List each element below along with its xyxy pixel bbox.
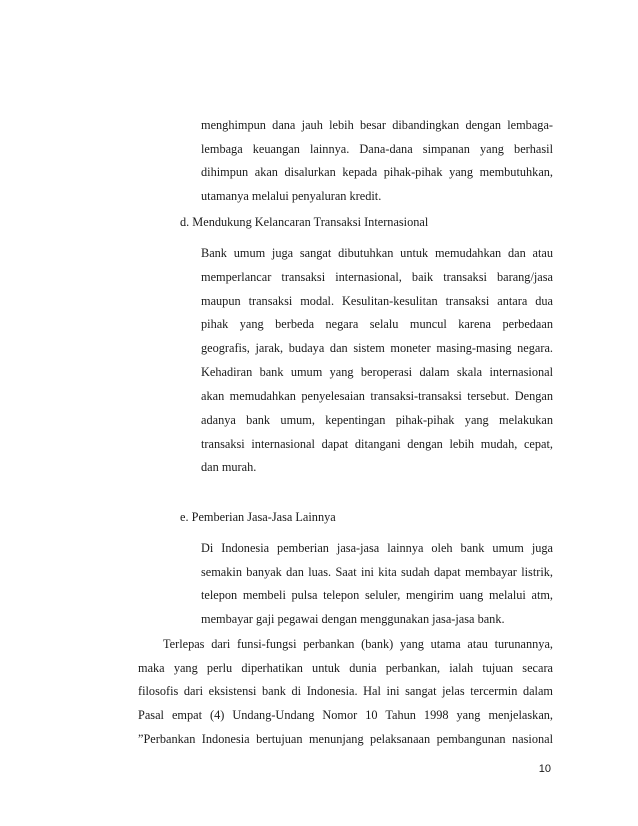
- text-line: transaksi internasional dapat ditangani dengan lebih mudah, cepat,: [201, 437, 553, 451]
- text-line: lembaga keuangan lainnya. Dana-dana simpanan yang berhasil: [201, 142, 553, 156]
- text-line: memperlancar transaksi internasional, baik transaksi barang/jasa: [201, 270, 553, 284]
- section-heading-d: d. Mendukung Kelancaran Transaksi Internasional: [180, 215, 429, 229]
- text-line: menghimpun dana jauh lebih besar dibandingkan dengan lembaga-: [201, 118, 553, 132]
- paragraph-line: maka yang perlu diperhatikan untuk dunia perbankan, ialah tujuan secara: [138, 661, 553, 675]
- text-line: membayar gaji pegawai dengan menggunakan jasa-jasa bank.: [201, 612, 505, 626]
- text-line: akan memudahkan penyelesaian transaksi-transaksi tersebut. Dengan: [201, 389, 553, 403]
- page-number: 10: [538, 763, 551, 775]
- text-line: geografis, jarak, budaya dan sistem moneter masing-masing negara.: [201, 341, 553, 355]
- paragraph-line: ”Perbankan Indonesia bertujuan menunjang pelaksanaan pembangunan nasional: [138, 732, 553, 746]
- paragraph-line: filosofis dari eksistensi bank di Indonesia. Hal ini sangat jelas tercermin dalam: [138, 684, 553, 698]
- text-line: dan murah.: [201, 460, 257, 474]
- text-line: utamanya melalui penyaluran kredit.: [201, 189, 382, 203]
- paragraph-line: Pasal empat (4) Undang-Undang Nomor 10 Tahun 1998 yang menjelaskan,: [138, 708, 553, 722]
- text-line: maupun transaksi modal. Kesulitan-kesulitan transaksi antara dua: [201, 294, 553, 308]
- text-line: Di Indonesia pemberian jasa-jasa lainnya oleh bank umum juga: [201, 541, 553, 555]
- text-line: dihimpun akan disalurkan kepada pihak-pihak yang membutuhkan,: [201, 165, 553, 179]
- section-heading-e: e. Pemberian Jasa-Jasa Lainnya: [180, 510, 336, 524]
- text-line: telepon membeli pulsa telepon seluler, mengirim uang melalui atm,: [201, 588, 553, 602]
- text-line: semakin banyak dan luas. Saat ini kita sudah dapat membayar listrik,: [201, 565, 553, 579]
- text-line: Bank umum juga sangat dibutuhkan untuk memudahkan dan atau: [201, 246, 553, 260]
- text-line: Kehadiran bank umum yang beroperasi dalam skala internasional: [201, 365, 553, 379]
- text-line: adanya bank umum, kepentingan pihak-pihak yang melakukan: [201, 413, 553, 427]
- paragraph-line: Terlepas dari funsi-fungsi perbankan (bank) yang utama atau turunannya,: [163, 637, 553, 651]
- text-line: pihak yang berbeda negara selalu muncul karena perbedaan: [201, 317, 553, 331]
